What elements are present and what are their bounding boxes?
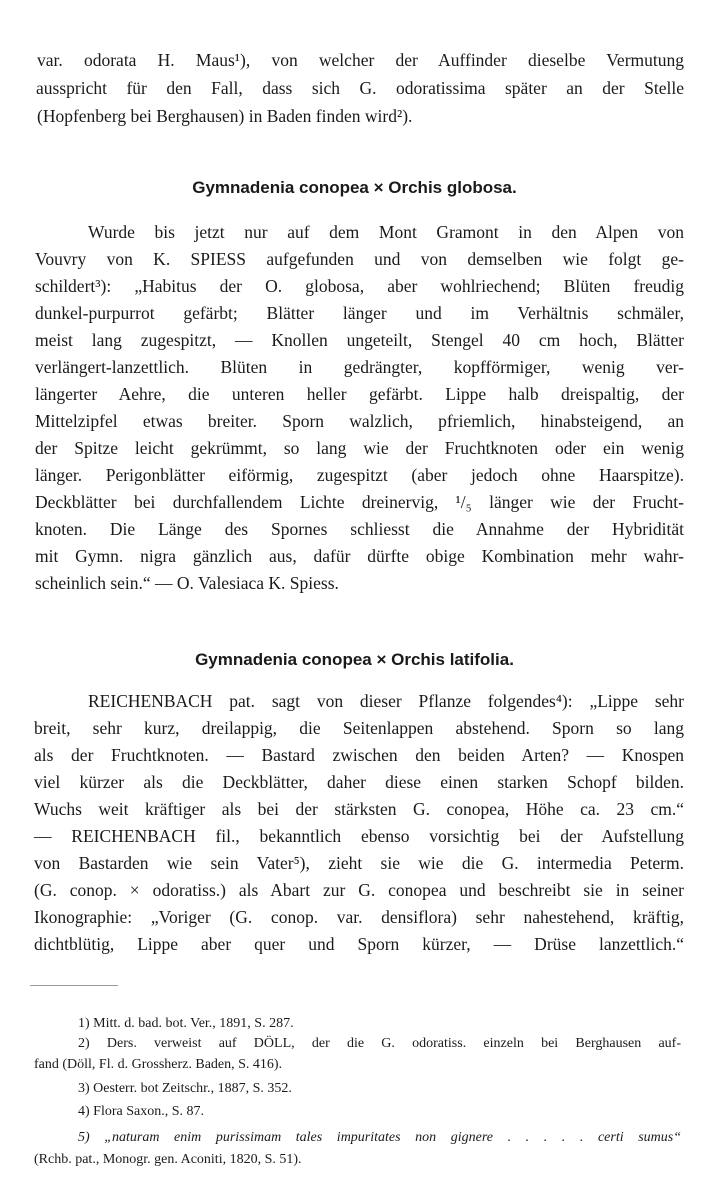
text-line: länger. Perigonblätter eiförmig, zugespitzt (aber jedoch ohne Haarspitze). [35,465,684,485]
text-line: scheinlich sein.“ — O. Valesiaca K. Spiess. [35,573,339,593]
footnote: 5) „naturam enim purissimam tales impuritates non gignere . . . . . certi sumus“ [78,1130,681,1145]
text-line: breit, sehr kurz, dreilappig, die Seitenlappen abstehend. Sporn so lang [34,718,684,738]
text-line: dichtblütig, Lippe aber quer und Sporn kürzer, — Drüse lanzettlich.“ [34,934,684,954]
text-line: von Bastarden wie sein Vater⁵), zieht sie wie die G. intermedia Peterm. [34,853,684,873]
text-line: viel kürzer als die Deckblätter, daher diese einen starken Schopf bilden. [34,772,684,792]
text-line: der Spitze leicht gekrümmt, so lang wie der Fruchtknoten oder ein wenig [35,438,684,458]
text-line: dunkel-purpurrot gefärbt; Blätter länger und im Verhältnis schmäler, [35,303,684,323]
text-line: schildert³): „Habitus der O. globosa, aber wohlriechend; Blüten freudig [35,276,684,296]
text-line: längerter Aehre, die unteren heller gefärbt. Lippe halb dreispaltig, der [35,384,684,404]
text-line: meist lang zugespitzt, — Knollen ungeteilt, Stengel 40 cm hoch, Blätter [35,330,684,350]
text-line: verlängert-lanzettlich. Blüten in gedrängter, kopfförmiger, wenig ver- [35,357,684,377]
text-line: ausspricht für den Fall, dass sich G. odoratissima später an der Stelle [36,78,684,98]
text-line: Wuchs weit kräftiger als bei der stärksten G. conopea, Höhe ca. 23 cm.“ [34,799,684,819]
text-line: mit Gymn. nigra gänzlich aus, dafür dürfte obige Kombination mehr wahr- [35,546,684,566]
text-line: als der Fruchtknoten. — Bastard zwischen den beiden Arten? — Knospen [34,745,684,765]
text-line: Deckblätter bei durchfallendem Lichte dreinervig, ¹/₅ länger wie der Frucht- [35,492,684,512]
text-line: Wurde bis jetzt nur auf dem Mont Gramont in den Alpen von [88,222,684,242]
text-line: var. odorata H. Maus¹), von welcher der Auffinder dieselbe Vermutung [37,50,684,70]
footnote: 4) Flora Saxon., S. 87. [78,1104,204,1119]
section-heading: Gymnadenia conopea × Orchis globosa. [192,178,517,197]
text-line: Ikonographie: „Voriger (G. conop. var. densiflora) sehr nahestehend, kräftig, [34,907,684,927]
footnote: 2) Ders. verweist auf DÖLL, der die G. odoratiss. einzeln bei Berghausen auf- [78,1036,681,1051]
text-line: knoten. Die Länge des Spornes schliesst die Annahme der Hybridität [35,519,684,539]
text-line: Mittelzipfel etwas breiter. Sporn walzlich, pfriemlich, hinabsteigend, an [35,411,684,431]
text-line: (G. conop. × odoratiss.) als Abart zur G. conopea und beschreibt sie in seiner [34,880,684,900]
text-line: — REICHENBACH fil., bekanntlich ebenso vorsichtig bei der Aufstellung [34,826,684,846]
footnote: fand (Döll, Fl. d. Grossherz. Baden, S. 416). [34,1057,283,1072]
footnote: (Rchb. pat., Monogr. gen. Aconiti, 1820, S. 51). [34,1152,302,1167]
text-line: REICHENBACH pat. sagt von dieser Pflanze folgendes⁴): „Lippe sehr [88,691,684,711]
text-line: Vouvry von K. SPIESS aufgefunden und von demselben wie folgt ge- [35,249,684,269]
footnote: 3) Oesterr. bot Zeitschr., 1887, S. 352. [78,1081,292,1096]
footnote-divider [30,985,118,986]
text-line: (Hopfenberg bei Berghausen) in Baden finden wird²). [37,106,413,126]
section-heading: Gymnadenia conopea × Orchis latifolia. [195,650,514,669]
footnote: 1) Mitt. d. bad. bot. Ver., 1891, S. 287. [78,1016,294,1031]
